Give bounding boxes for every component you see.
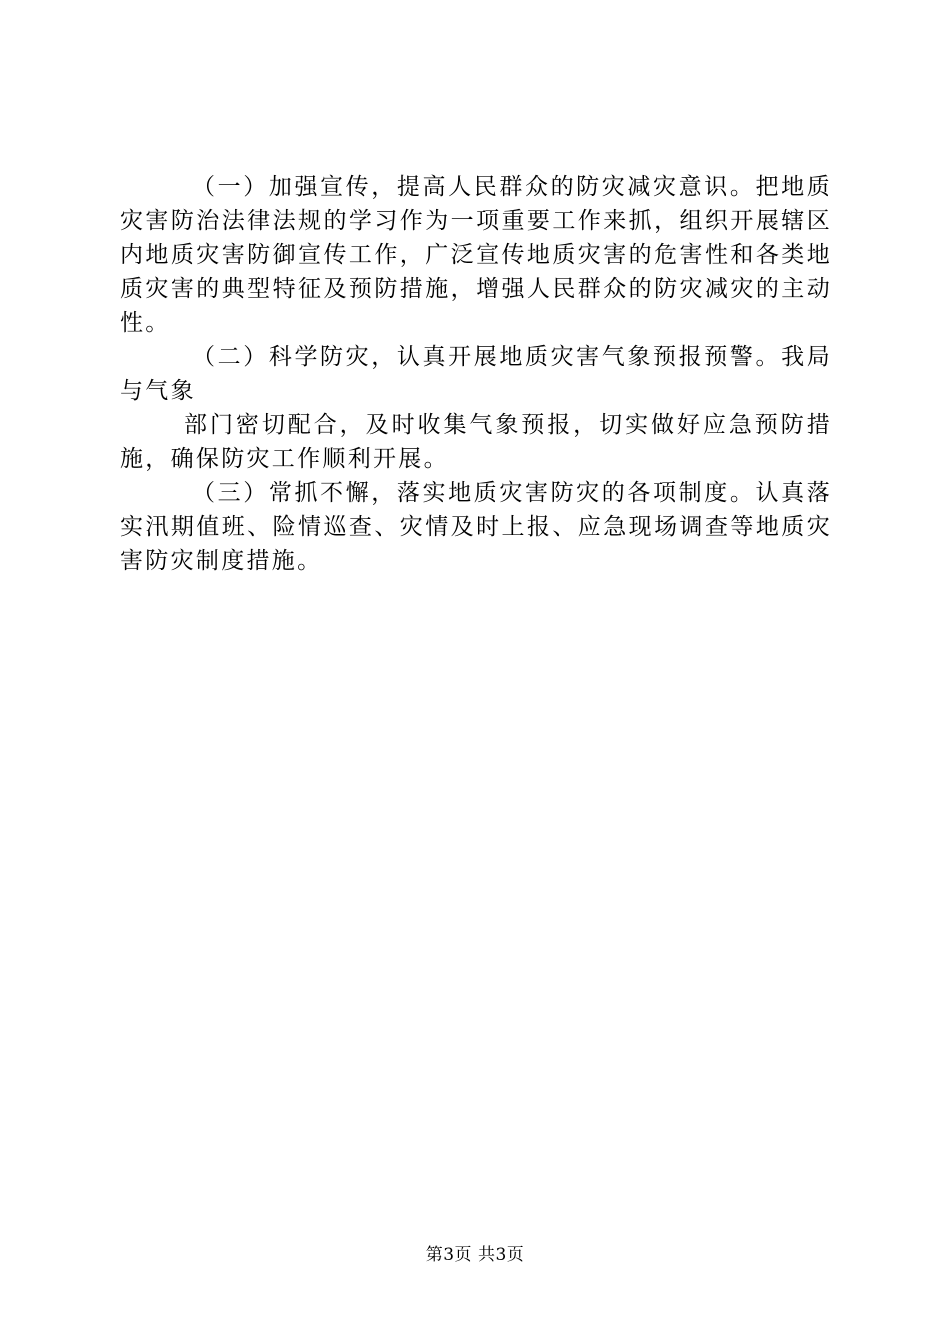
- paragraph-systems: （三）常抓不懈，落实地质灾害防灾的各项制度。认真落实汛期值班、险情巡查、灾情及时上报、应急现场调查等地质灾害防灾制度措施。: [120, 480, 832, 574]
- paragraph-forecast: （二）科学防灾，认真开展地质灾害气象预报预警。我局与气象: [120, 344, 832, 404]
- page-footer: 第3页 共3页: [425, 1245, 525, 1265]
- paragraph-publicity: （一）加强宣传，提高人民群众的防灾减灾意识。把地质灾害防治法律法规的学习作为一项重要工作来抓，组织开展辖区内地质灾害防御宣传工作，广泛宣传地质灾害的危害性和各类地质灾害的典型特征及预防措施，增强人民群众的防灾减灾的主动性。: [120, 174, 832, 336]
- paragraph-forecast-continued: 部门密切配合，及时收集气象预报，切实做好应急预防措施，确保防灾工作顺利开展。: [120, 412, 832, 472]
- document-body: [120, 170, 832, 578]
